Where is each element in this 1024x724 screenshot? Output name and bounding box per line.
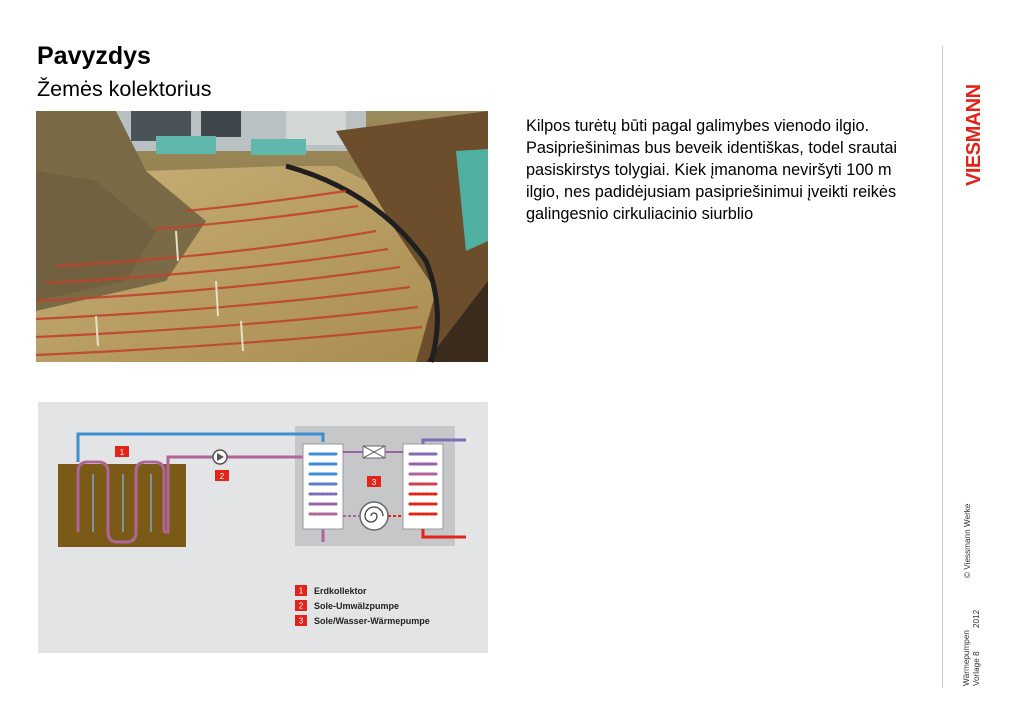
viessmann-logo [962, 44, 985, 186]
svg-text:VIESMANN: VIESMANN [963, 84, 985, 186]
compressor-icon [360, 502, 388, 530]
footer-page: Vorlage 8 [972, 651, 981, 686]
legend-1-label: Erdkollektor [314, 586, 367, 596]
footer-topic: Wärmepumpen [962, 630, 971, 686]
marker-2-label: 2 [219, 472, 225, 481]
footer-year: 2012 [972, 609, 981, 628]
legend-2-number: 2 [298, 601, 304, 611]
marker-3-label: 3 [371, 478, 377, 487]
legend-3-number: 3 [298, 616, 304, 626]
slide-subtitle: Žemės kolektorius [37, 77, 212, 101]
vertical-divider [942, 46, 943, 688]
copyright-text: © Viessmann Werke [963, 503, 972, 578]
ground-collector-photo [36, 111, 488, 362]
legend-1-number: 1 [298, 586, 304, 596]
slide-title: Pavyzdys [37, 42, 151, 70]
legend-3-label: Sole/Wasser-Wärmepumpe [314, 616, 430, 626]
condenser [403, 444, 443, 529]
heat-pump-diagram [38, 402, 488, 653]
legend-2-label: Sole-Umwälzpumpe [314, 601, 400, 611]
marker-1-label: 1 [119, 448, 125, 457]
evaporator [303, 444, 343, 529]
body-paragraph: Kilpos turėtų būti pagal galimybes vienodo ilgio. Pasipriešinimas bus beveik identiškas, todel srautai pasiskirstys tolygiai. Kiek įmanoma neviršyti 100 m ilgio, nes padidėjusiam pasipriešinimui įveikti reikės galingesnio cirkuliacinio siurblio [526, 117, 898, 223]
